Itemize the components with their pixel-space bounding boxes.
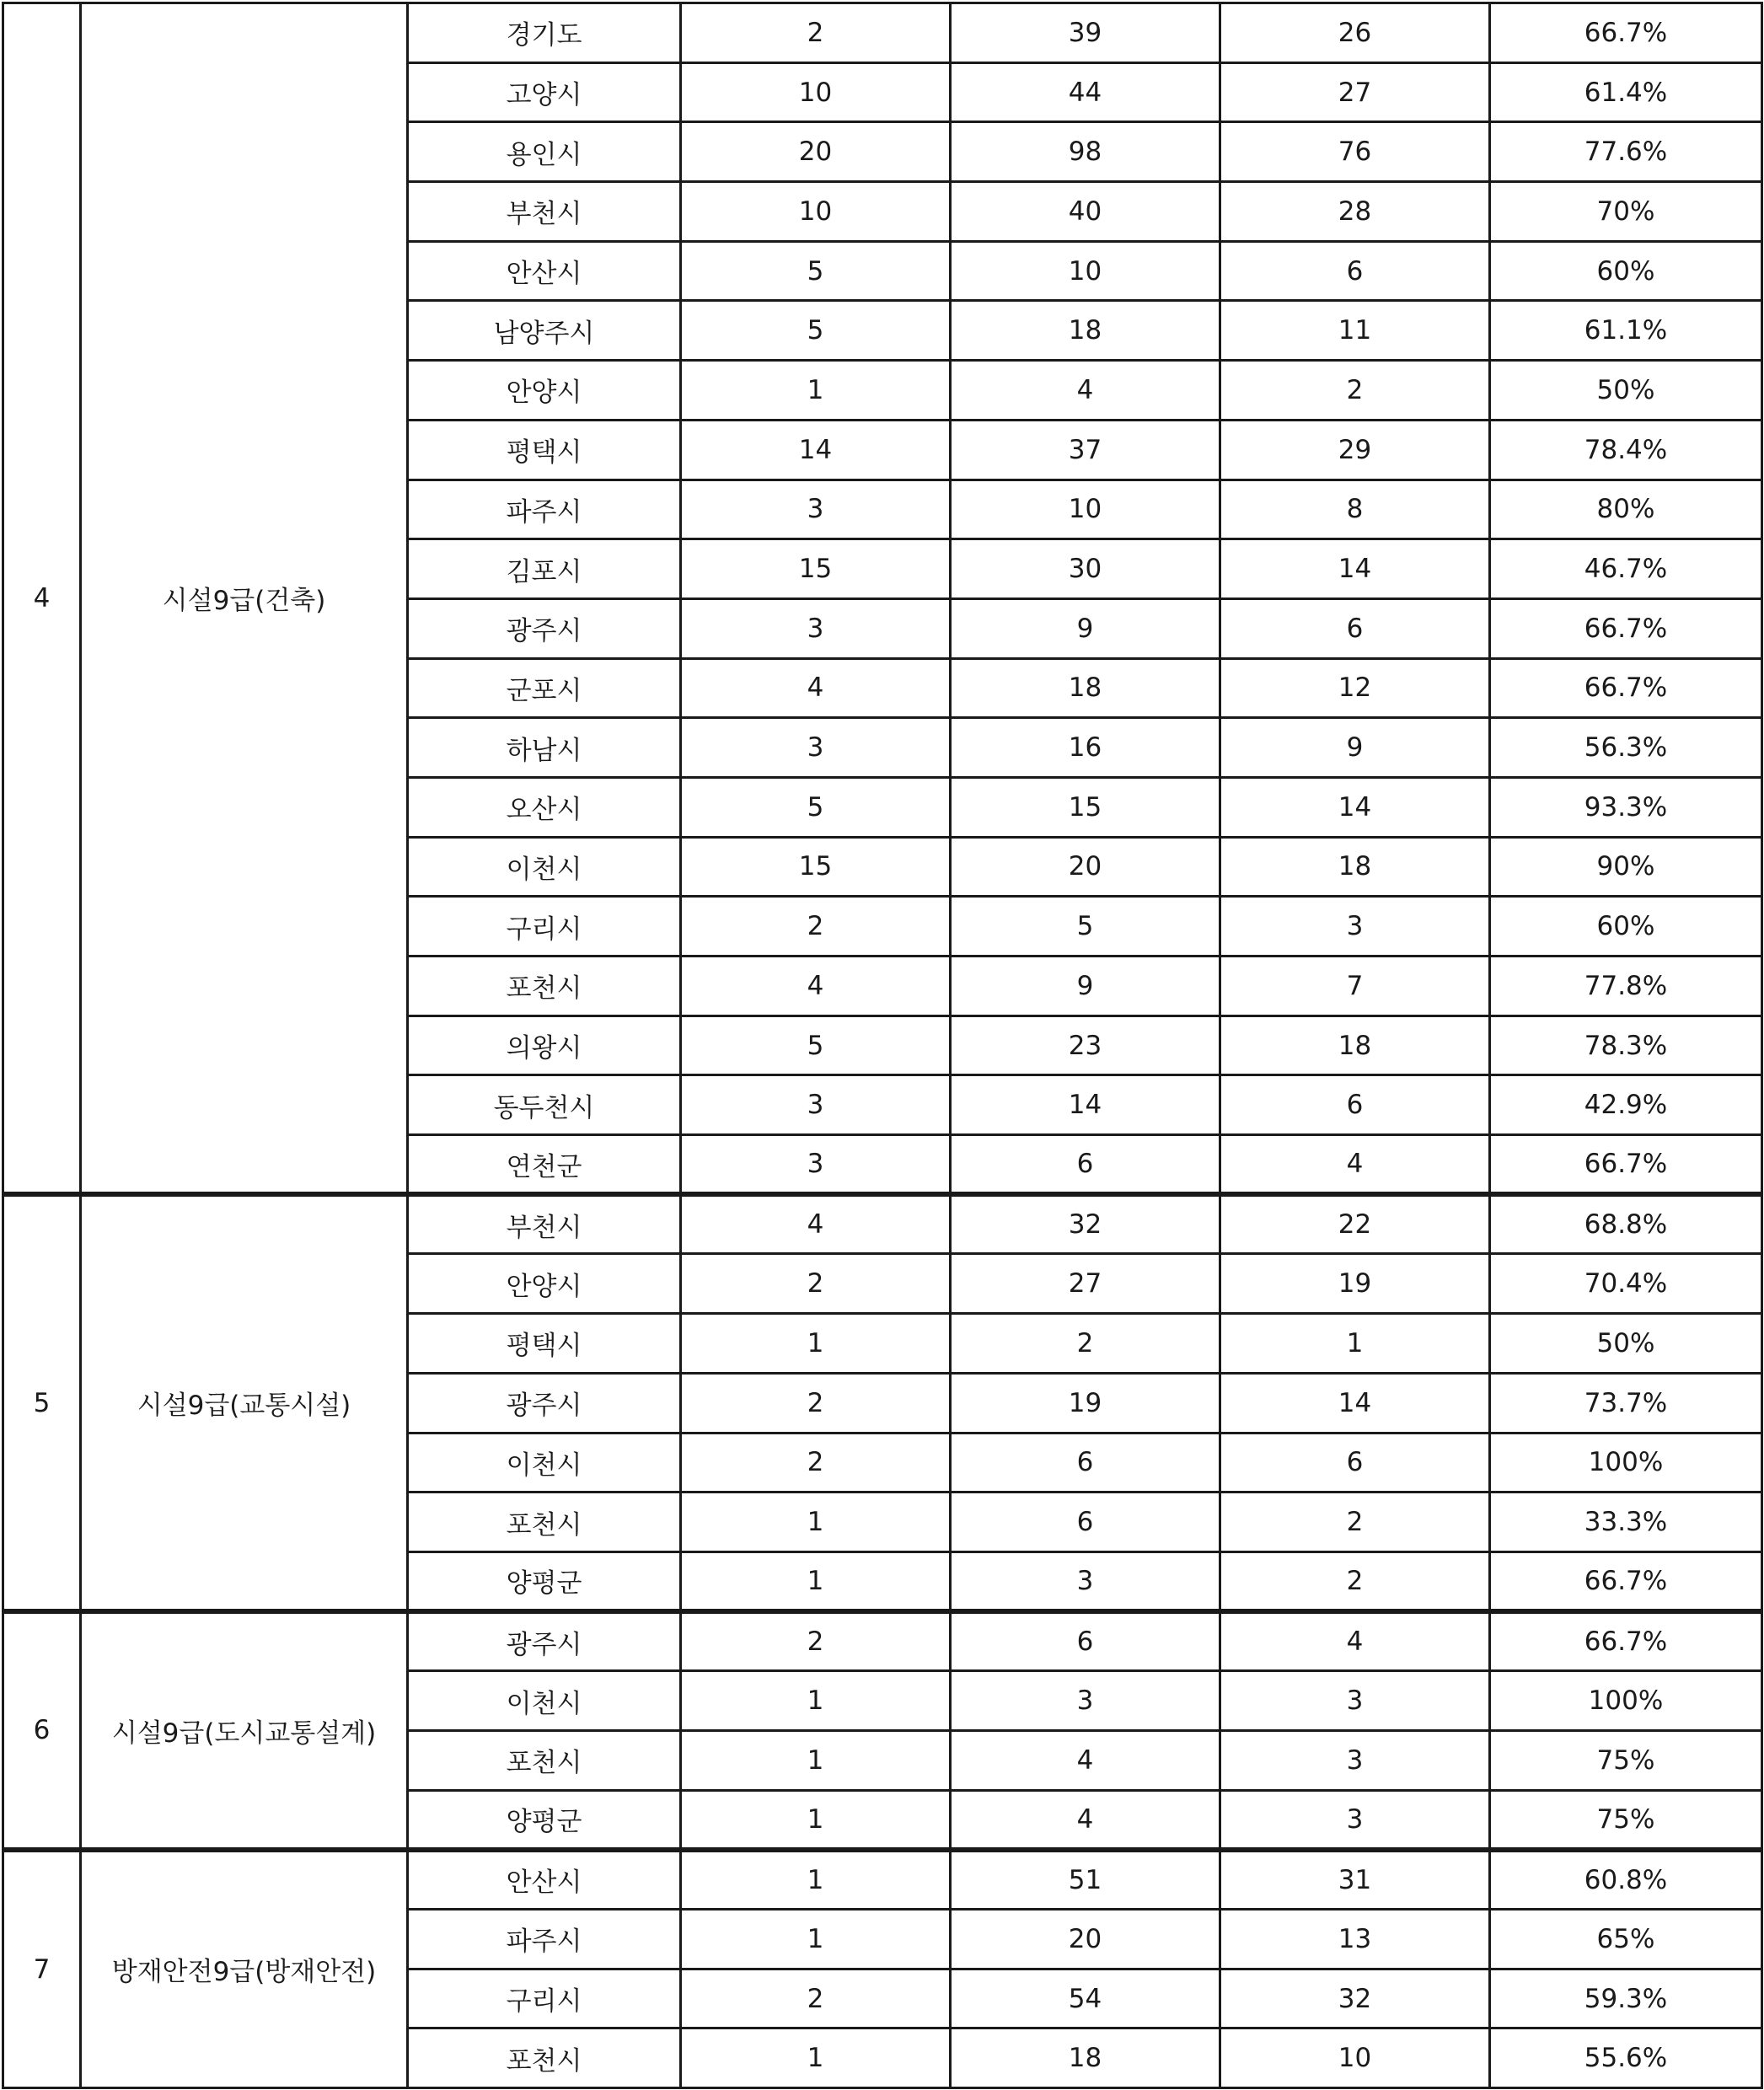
passed-cell: 8 bbox=[1220, 480, 1490, 539]
applicants-cell: 27 bbox=[951, 1254, 1220, 1314]
positions-cell: 1 bbox=[681, 1671, 951, 1731]
passed-cell: 19 bbox=[1220, 1254, 1490, 1314]
passed-cell: 31 bbox=[1220, 1850, 1490, 1910]
rate-cell: 56.3% bbox=[1490, 718, 1762, 778]
positions-cell: 1 bbox=[681, 1314, 951, 1374]
passed-cell: 27 bbox=[1220, 62, 1490, 122]
positions-cell: 5 bbox=[681, 241, 951, 301]
region-cell: 포천시 bbox=[408, 957, 681, 1016]
category-cell: 시설9급(건축) bbox=[81, 3, 408, 1195]
passed-cell: 3 bbox=[1220, 1730, 1490, 1790]
applicants-cell: 39 bbox=[951, 3, 1220, 63]
rate-cell: 65% bbox=[1490, 1910, 1762, 1969]
applicants-cell: 54 bbox=[951, 1969, 1220, 2028]
positions-cell: 20 bbox=[681, 122, 951, 182]
positions-cell: 3 bbox=[681, 1075, 951, 1135]
positions-cell: 3 bbox=[681, 718, 951, 778]
positions-cell: 2 bbox=[681, 1433, 951, 1492]
applicants-cell: 14 bbox=[951, 1075, 1220, 1135]
passed-cell: 6 bbox=[1220, 598, 1490, 658]
region-cell: 구리시 bbox=[408, 1969, 681, 2028]
rate-cell: 75% bbox=[1490, 1730, 1762, 1790]
region-cell: 포천시 bbox=[408, 1492, 681, 1552]
applicants-cell: 30 bbox=[951, 539, 1220, 599]
region-cell: 안양시 bbox=[408, 1254, 681, 1314]
applicants-cell: 10 bbox=[951, 480, 1220, 539]
region-cell: 이천시 bbox=[408, 837, 681, 897]
region-cell: 평택시 bbox=[408, 1314, 681, 1374]
passed-cell: 14 bbox=[1220, 1373, 1490, 1433]
passed-cell: 3 bbox=[1220, 897, 1490, 957]
applicants-cell: 18 bbox=[951, 301, 1220, 361]
applicants-cell: 6 bbox=[951, 1611, 1220, 1671]
group-number-cell: 6 bbox=[3, 1611, 81, 1850]
positions-cell: 5 bbox=[681, 1016, 951, 1075]
region-cell: 부천시 bbox=[408, 1194, 681, 1254]
passed-cell: 18 bbox=[1220, 1016, 1490, 1075]
applicants-cell: 10 bbox=[951, 241, 1220, 301]
region-cell: 안산시 bbox=[408, 241, 681, 301]
region-cell: 광주시 bbox=[408, 1611, 681, 1671]
passed-cell: 1 bbox=[1220, 1314, 1490, 1374]
rate-cell: 33.3% bbox=[1490, 1492, 1762, 1552]
applicants-cell: 51 bbox=[951, 1850, 1220, 1910]
positions-cell: 5 bbox=[681, 777, 951, 837]
passed-cell: 6 bbox=[1220, 1433, 1490, 1492]
table-row bbox=[3, 3, 1762, 63]
region-cell: 구리시 bbox=[408, 897, 681, 957]
region-cell: 파주시 bbox=[408, 480, 681, 539]
region-cell: 이천시 bbox=[408, 1433, 681, 1492]
applicants-cell: 19 bbox=[951, 1373, 1220, 1433]
positions-cell: 1 bbox=[681, 1551, 951, 1611]
rate-cell: 66.7% bbox=[1490, 1611, 1762, 1671]
applicants-cell: 20 bbox=[951, 1910, 1220, 1969]
region-cell: 양평군 bbox=[408, 1790, 681, 1850]
positions-cell: 1 bbox=[681, 2028, 951, 2088]
table-row bbox=[3, 1194, 1762, 1254]
applicants-cell: 18 bbox=[951, 658, 1220, 718]
positions-cell: 2 bbox=[681, 897, 951, 957]
rate-cell: 66.7% bbox=[1490, 1135, 1762, 1195]
applicants-cell: 23 bbox=[951, 1016, 1220, 1075]
rate-cell: 60% bbox=[1490, 897, 1762, 957]
group-number-cell: 5 bbox=[3, 1194, 81, 1611]
rate-cell: 50% bbox=[1490, 1314, 1762, 1374]
passed-cell: 14 bbox=[1220, 777, 1490, 837]
passed-cell: 9 bbox=[1220, 718, 1490, 778]
region-cell: 용인시 bbox=[408, 122, 681, 182]
region-cell: 안양시 bbox=[408, 361, 681, 421]
positions-cell: 1 bbox=[681, 1730, 951, 1790]
group-number-cell: 7 bbox=[3, 1850, 81, 2088]
passed-cell: 13 bbox=[1220, 1910, 1490, 1969]
passed-cell: 29 bbox=[1220, 420, 1490, 480]
applicants-cell: 98 bbox=[951, 122, 1220, 182]
passed-cell: 2 bbox=[1220, 1492, 1490, 1552]
positions-cell: 1 bbox=[681, 1850, 951, 1910]
positions-cell: 2 bbox=[681, 1969, 951, 2028]
passed-cell: 10 bbox=[1220, 2028, 1490, 2088]
passed-cell: 4 bbox=[1220, 1135, 1490, 1195]
rate-cell: 66.7% bbox=[1490, 3, 1762, 63]
rate-cell: 78.4% bbox=[1490, 420, 1762, 480]
passed-cell: 4 bbox=[1220, 1611, 1490, 1671]
applicants-cell: 20 bbox=[951, 837, 1220, 897]
region-cell: 고양시 bbox=[408, 62, 681, 122]
group-number-cell: 4 bbox=[3, 3, 81, 1195]
passed-cell: 2 bbox=[1220, 361, 1490, 421]
rate-cell: 70.4% bbox=[1490, 1254, 1762, 1314]
region-cell: 포천시 bbox=[408, 2028, 681, 2088]
region-cell: 광주시 bbox=[408, 1373, 681, 1433]
passed-cell: 14 bbox=[1220, 539, 1490, 599]
region-cell: 부천시 bbox=[408, 182, 681, 242]
region-cell: 파주시 bbox=[408, 1910, 681, 1969]
positions-cell: 10 bbox=[681, 182, 951, 242]
applicants-cell: 40 bbox=[951, 182, 1220, 242]
applicants-cell: 4 bbox=[951, 361, 1220, 421]
rate-cell: 55.6% bbox=[1490, 2028, 1762, 2088]
passed-cell: 76 bbox=[1220, 122, 1490, 182]
applicants-cell: 18 bbox=[951, 2028, 1220, 2088]
applicants-cell: 37 bbox=[951, 420, 1220, 480]
positions-cell: 15 bbox=[681, 539, 951, 599]
positions-cell: 4 bbox=[681, 658, 951, 718]
applicants-cell: 9 bbox=[951, 957, 1220, 1016]
applicants-cell: 44 bbox=[951, 62, 1220, 122]
passed-cell: 18 bbox=[1220, 837, 1490, 897]
rate-cell: 59.3% bbox=[1490, 1969, 1762, 2028]
region-cell: 이천시 bbox=[408, 1671, 681, 1731]
rate-cell: 42.9% bbox=[1490, 1075, 1762, 1135]
applicants-cell: 3 bbox=[951, 1671, 1220, 1731]
rate-cell: 100% bbox=[1490, 1671, 1762, 1731]
rate-cell: 68.8% bbox=[1490, 1194, 1762, 1254]
positions-cell: 2 bbox=[681, 3, 951, 63]
rate-cell: 75% bbox=[1490, 1790, 1762, 1850]
positions-cell: 5 bbox=[681, 301, 951, 361]
passed-cell: 2 bbox=[1220, 1551, 1490, 1611]
region-cell: 양평군 bbox=[408, 1551, 681, 1611]
recruitment-results-table bbox=[2, 2, 1763, 2089]
applicants-cell: 2 bbox=[951, 1314, 1220, 1374]
region-cell: 김포시 bbox=[408, 539, 681, 599]
positions-cell: 1 bbox=[681, 1492, 951, 1552]
positions-cell: 4 bbox=[681, 1194, 951, 1254]
region-cell: 동두천시 bbox=[408, 1075, 681, 1135]
applicants-cell: 32 bbox=[951, 1194, 1220, 1254]
rate-cell: 61.1% bbox=[1490, 301, 1762, 361]
positions-cell: 1 bbox=[681, 1910, 951, 1969]
table-body bbox=[3, 3, 1762, 2088]
passed-cell: 11 bbox=[1220, 301, 1490, 361]
rate-cell: 60.8% bbox=[1490, 1850, 1762, 1910]
positions-cell: 2 bbox=[681, 1254, 951, 1314]
rate-cell: 90% bbox=[1490, 837, 1762, 897]
region-cell: 연천군 bbox=[408, 1135, 681, 1195]
applicants-cell: 6 bbox=[951, 1433, 1220, 1492]
applicants-cell: 6 bbox=[951, 1492, 1220, 1552]
region-cell: 평택시 bbox=[408, 420, 681, 480]
applicants-cell: 5 bbox=[951, 897, 1220, 957]
region-cell: 군포시 bbox=[408, 658, 681, 718]
region-cell: 광주시 bbox=[408, 598, 681, 658]
rate-cell: 60% bbox=[1490, 241, 1762, 301]
positions-cell: 2 bbox=[681, 1373, 951, 1433]
positions-cell: 3 bbox=[681, 1135, 951, 1195]
applicants-cell: 6 bbox=[951, 1135, 1220, 1195]
applicants-cell: 9 bbox=[951, 598, 1220, 658]
positions-cell: 1 bbox=[681, 1790, 951, 1850]
passed-cell: 32 bbox=[1220, 1969, 1490, 2028]
positions-cell: 1 bbox=[681, 361, 951, 421]
rate-cell: 100% bbox=[1490, 1433, 1762, 1492]
positions-cell: 14 bbox=[681, 420, 951, 480]
table-row bbox=[3, 1850, 1762, 1910]
category-cell: 시설9급(교통시설) bbox=[81, 1194, 408, 1611]
passed-cell: 28 bbox=[1220, 182, 1490, 242]
rate-cell: 78.3% bbox=[1490, 1016, 1762, 1075]
table-row bbox=[3, 1611, 1762, 1671]
region-cell: 안산시 bbox=[408, 1850, 681, 1910]
applicants-cell: 4 bbox=[951, 1730, 1220, 1790]
positions-cell: 15 bbox=[681, 837, 951, 897]
category-cell: 방재안전9급(방재안전) bbox=[81, 1850, 408, 2088]
region-cell: 포천시 bbox=[408, 1730, 681, 1790]
rate-cell: 73.7% bbox=[1490, 1373, 1762, 1433]
rate-cell: 50% bbox=[1490, 361, 1762, 421]
rate-cell: 46.7% bbox=[1490, 539, 1762, 599]
region-cell: 하남시 bbox=[408, 718, 681, 778]
passed-cell: 12 bbox=[1220, 658, 1490, 718]
applicants-cell: 3 bbox=[951, 1551, 1220, 1611]
rate-cell: 66.7% bbox=[1490, 658, 1762, 718]
passed-cell: 3 bbox=[1220, 1671, 1490, 1731]
passed-cell: 22 bbox=[1220, 1194, 1490, 1254]
rate-cell: 93.3% bbox=[1490, 777, 1762, 837]
rate-cell: 66.7% bbox=[1490, 1551, 1762, 1611]
passed-cell: 3 bbox=[1220, 1790, 1490, 1850]
passed-cell: 6 bbox=[1220, 241, 1490, 301]
region-cell: 오산시 bbox=[408, 777, 681, 837]
region-cell: 경기도 bbox=[408, 3, 681, 63]
rate-cell: 66.7% bbox=[1490, 598, 1762, 658]
positions-cell: 2 bbox=[681, 1611, 951, 1671]
positions-cell: 4 bbox=[681, 957, 951, 1016]
region-cell: 의왕시 bbox=[408, 1016, 681, 1075]
category-cell: 시설9급(도시교통설계) bbox=[81, 1611, 408, 1850]
positions-cell: 10 bbox=[681, 62, 951, 122]
region-cell: 남양주시 bbox=[408, 301, 681, 361]
applicants-cell: 4 bbox=[951, 1790, 1220, 1850]
passed-cell: 26 bbox=[1220, 3, 1490, 63]
passed-cell: 6 bbox=[1220, 1075, 1490, 1135]
rate-cell: 77.6% bbox=[1490, 122, 1762, 182]
rate-cell: 77.8% bbox=[1490, 957, 1762, 1016]
positions-cell: 3 bbox=[681, 480, 951, 539]
passed-cell: 7 bbox=[1220, 957, 1490, 1016]
rate-cell: 61.4% bbox=[1490, 62, 1762, 122]
applicants-cell: 16 bbox=[951, 718, 1220, 778]
applicants-cell: 15 bbox=[951, 777, 1220, 837]
rate-cell: 70% bbox=[1490, 182, 1762, 242]
positions-cell: 3 bbox=[681, 598, 951, 658]
rate-cell: 80% bbox=[1490, 480, 1762, 539]
